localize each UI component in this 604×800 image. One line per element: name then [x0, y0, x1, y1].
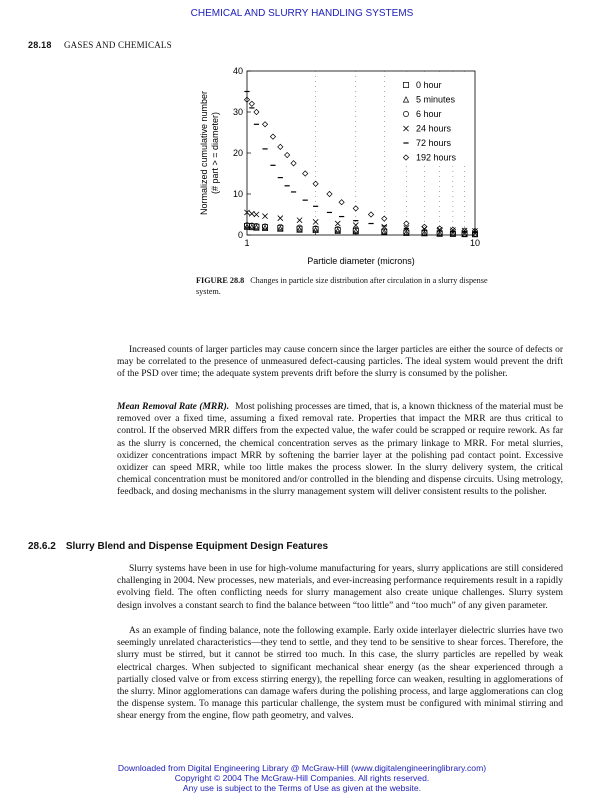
legend-label: 192 hours — [416, 152, 457, 163]
footer-copyright-line: Copyright © 2004 The McGraw-Hill Companies. All rights reserved. — [174, 773, 430, 784]
paragraph-1-block — [117, 344, 563, 381]
x-tick-label: 1 — [244, 238, 250, 248]
section-title: Slurry Blend and Dispense Equipment Design Features — [65, 541, 329, 552]
page-number: 28.18 — [28, 40, 52, 50]
section-heading — [28, 541, 328, 552]
data-point — [303, 171, 308, 176]
paragraph-4-block — [117, 625, 563, 723]
paragraph: Increased counts of larger particles may cause concern since the larger particles are either the source of defects or may be correlated to the presence of unmeasured defect-causing particles. The ideal system would prevent the drift of the PSD over time; the adequate system prevents drift before the slurry is consumed by the polisher. — [117, 345, 563, 380]
data-point — [335, 221, 340, 226]
y-tick-label: 0 — [237, 230, 243, 240]
figure-caption — [196, 276, 496, 297]
footer-download-line[interactable]: Downloaded from Digital Engineering Library @ McGraw-Hill (www.digitalengineeringlibrary.com) — [117, 763, 487, 773]
y-tick-label: 30 — [232, 107, 243, 117]
data-point — [313, 219, 318, 224]
paragraph: Slurry systems have been in use for high-volume manufacturing for years, slurry applications are still considered challenging in 2004. New processes, new materials, and ever-increasing performance requirements result in a rapidly evolving field. The often conflicting needs for slurry management also create unique challenges. Slurry system design involves a constant search to find the balance between “too little” and “too much” of any given parameter. — [117, 564, 563, 611]
y-axis-label-line: (# part > = diameter) — [210, 111, 220, 195]
footer — [0, 763, 604, 794]
data-point — [285, 152, 290, 157]
data-point — [254, 109, 259, 114]
paragraph-2-block — [117, 401, 563, 499]
y-tick-label: 40 — [232, 66, 243, 76]
y-tick-label: 20 — [232, 148, 243, 158]
legend-label: 6 hour — [416, 109, 442, 119]
data-point — [262, 214, 267, 219]
paragraph — [117, 401, 563, 499]
data-point — [278, 144, 283, 149]
data-point — [249, 211, 254, 216]
running-head-section: GASES AND CHEMICALS — [63, 40, 172, 50]
figure-chart — [190, 58, 490, 270]
page-banner: CHEMICAL AND SLURRY HANDLING SYSTEMS — [190, 8, 414, 19]
x-tick-label: 10 — [469, 238, 481, 248]
legend-label: 5 minutes — [416, 94, 456, 105]
y-tick-label: 10 — [232, 189, 243, 199]
data-point — [270, 134, 275, 139]
x-axis-label: Particle diameter (microns) — [307, 256, 415, 266]
figure-label: FIGURE 28.8 — [196, 276, 245, 285]
data-point — [278, 216, 283, 221]
legend-label: 72 hours — [416, 138, 452, 148]
data-point — [254, 212, 259, 217]
paragraph-text: Most polishing processes are timed, that is, a known thickness of the material must be removed over a fixed time, assuming a fixed removal rate. Properties that impact the MRR are thus critical to control. If the observed MRR differs from the expected value, the wafer could be scrapped or require rework. As far as the slurry is concerned, the chemical concentration serves as the primary linkage to MRR. For metal slurries, oxidizer concentrations impact MRR by softening the barrier layer at the polishing pad contact point. Excessive oxidizer can speed MRR, while too little makes the process slower. In the slurry delivery system, the critical chemical concentration must be monitored and/or controlled in the blending and dispense circuits. Using metrology, feedback, and dosing mechanisms in the slurry management system will deliver consistent results to the polisher. — [117, 402, 563, 498]
data-point — [368, 212, 373, 217]
y-axis-label-line: Normalized cumulative number — [199, 90, 209, 216]
data-point — [262, 122, 267, 127]
section-number: 28.6.2 — [28, 541, 56, 552]
paragraph: As an example of finding balance, note the following example. Early oxide interlayer dielectric slurries have two seemingly unrelated characteristics—they tend to settle, and they tend to be sensitive to shear forces. Therefore, the slurry must be stirred, but it cannot be stirred too much. In this case, the slurry particles are repelled by weak electrical charges. When subjected to significant mechanical shear energy (as the shear experienced through a partially closed valve or from excess stirring energy), the repelling force can weaken, resulting in agglomerations of the slurry. Minor agglomerations can damage wafers during the polishing process, and large agglomerations can clog the dispense system. To manage this particular challenge, the system must be configured with minimal stirring and shear energy from the engine, flow path geometry, and valves. — [117, 626, 563, 722]
data-point — [327, 191, 332, 196]
run-in-heading: Mean Removal Rate (MRR). — [117, 402, 230, 412]
running-head — [28, 40, 172, 50]
y-axis-label — [199, 91, 220, 215]
footer-terms-line[interactable]: Any use is subject to the Terms of Use as given at the website. — [182, 783, 422, 794]
data-point — [297, 218, 302, 223]
paragraph-3-block — [117, 563, 563, 612]
data-point — [291, 161, 296, 166]
series-3 — [244, 210, 477, 234]
data-point — [249, 101, 254, 106]
legend-label: 0 hour — [416, 80, 442, 90]
figure-caption-text: Changes in particle size distribution after circulation in a slurry dispense system. — [196, 276, 488, 296]
data-point — [339, 200, 344, 205]
legend-label: 24 hours — [416, 123, 452, 134]
